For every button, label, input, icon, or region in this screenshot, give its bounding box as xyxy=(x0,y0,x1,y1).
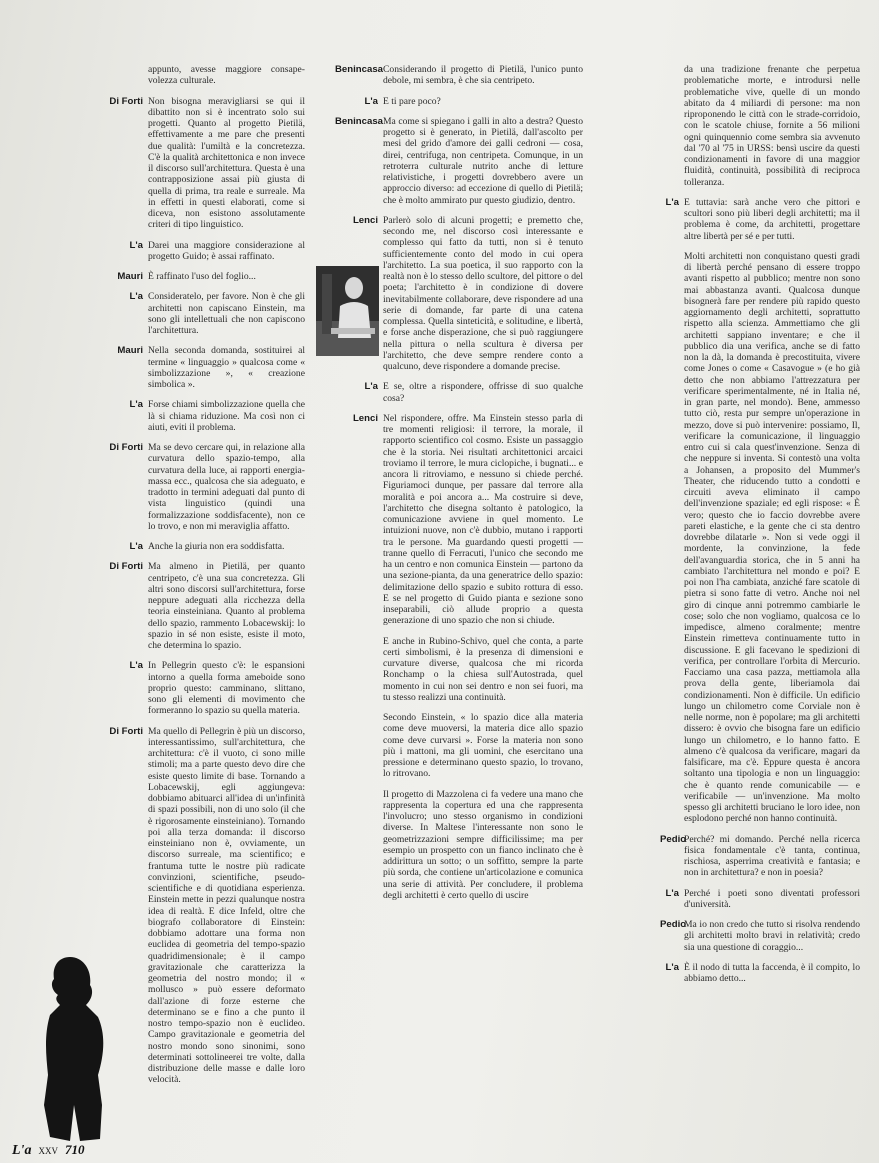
dialogue-turn xyxy=(335,116,583,206)
dialogue-text: Nel rispondere, offre. Ma Einstein stesso parla di tre momenti religiosi: il terrore, la morale, il rapporto scientifico col cosmo. Esiste un passaggio che è la storia. Nei risultati architettonici arcaici troviamo il terrore, le mura ciclopiche, i bugnati... e ancora li ritroviamo, e nessuno si chiede perché. Figuriamoci dunque, per passare dal terrore alla moralità e poi ancora a... Ma costruire si deve, l'architetto che disegna soltanto è patologico, la comunicazione avviene in quel momento. Le intuizioni nuove, non c'è dubbio, mutano i rapporti tra le persone. Ma guardando questi progetti — tranne quello di Ferracuti, l'unico che secondo me ha un centro e non comunica Einstein — partono da una sezione-pianta, da una generatrice dello spazio: delimitazione dello spazio e subito rottura di esso. E se nel progetto di Guido pianta e sezione sono inseparabili, ciò allude proprio a questa generazione di uno spazio che non si chiude. xyxy=(383,412,583,627)
dialogue-turn xyxy=(100,726,305,1086)
dialogue-continuation: Il progetto di Mazzolena ci fa vedere una mano che rappresenta la copertura ed una che rappresenta l'involucro; uno stesso organismo in condizioni diverse. In Maltese l'interessante non sono le geometrizzazioni sempre difficilissime; ma per esempio un prospetto con un fianco inclinato che è addirittura un sotto; o un soffitto, sempre la parte più sorda, che contiene un'articolazione e comunica una serie di attività. Per concludere, il problema degli architetti è certo quello di uscire xyxy=(383,788,583,901)
dialogue-turn xyxy=(660,834,860,879)
dialogue-turn xyxy=(100,541,305,552)
dialogue-text: Parlerò solo di alcuni progetti; e premetto che, secondo me, nel discorso così interessante e complesso qui fatto da tutti, non si è tenuto sufficientemente conto del modo in cui opera l'architetto. La sua poetica, il suo rapporto con la realtà non è lo stesso dello scultore, del pittore o del poeta; l'architetto è in condizione di dovere inevitabilmente collaborare, deve rispondere ad una serie di domande, far parte di una catena complessa. Quella sinteticità, e solitudine, e libertà, e forse anche disperazione, che si può raggiungere nella pittura o nella scultura è diversa per l'architetto, che deve sempre rendere conto a qualcuno, deve rispondere a domande precise. xyxy=(383,214,583,372)
dialogue-text: Non bisogna meravigliarsi se qui il dibattito non si è incentrato solo sui progetti. Quanto al progetto Pietilä, effettivamente a me pare che presenti due qualità: l'umiltà e la concretezza. C'è la qualità architettonica e non invece il discorso sull'architettura. Questa è una contrapposizione assai più giusta di quella di prima, tra reale e surreale. Ma in effetti in questi elaborati, come si diceva, non esistono assolutamente criteri di tipo linguistico. xyxy=(148,95,305,231)
dialogue-text: E se, oltre a rispondere, offrisse di suo qualche cosa? xyxy=(383,381,583,404)
dialogue-text: E ti pare poco? xyxy=(383,95,441,107)
speaker-name: L'a xyxy=(665,961,679,973)
dialogue-text: Perché? mi domando. Perché nella ricerca fisica fondamentale c'è tanta, continua, rischiosa, asperrima creatività e fantasia; e non in architettura? e non in poesia? xyxy=(684,833,860,879)
dialogue-text: Considerando il progetto di Pietilä, l'unico punto debole, mi sembra, è che sia centripeto. xyxy=(383,64,583,87)
dialogue-turn xyxy=(335,381,583,404)
speaker-name: Benincasa xyxy=(335,64,383,75)
column-right xyxy=(660,64,860,993)
dialogue-text: E tuttavia: sarà anche vero che pittori e scultori sono più liberi degli architetti; ma il problema è come, da architetti, progettare altre libertà per sé e per tutti. xyxy=(684,196,860,242)
dialogue-text: È raffinato l'uso del foglio... xyxy=(148,271,256,282)
speaker-name: Pedio xyxy=(660,833,687,845)
dialogue-text: Ma almeno in Pietilä, per quanto centripeto, c'è una sua concretezza. Gli altri sono discorsi sull'architettura, forse neppure adeguati alla ricchezza della teoria einsteiniana. Quanto al problema dello spazio, rammento Lobacewskij: lo spazio in sé non esiste, esiste il moto, che determina lo spazio. xyxy=(148,561,305,651)
dialogue-turn xyxy=(660,919,860,953)
speaker-name: Pedio xyxy=(660,919,687,930)
speaker-name: Di Forti xyxy=(109,561,143,573)
dialogue-turn xyxy=(335,215,583,373)
dialogue-turn xyxy=(100,660,305,716)
speaker-name: L'a xyxy=(364,381,378,393)
dialogue-turn xyxy=(100,561,305,651)
speaker-name: L'a xyxy=(129,541,143,552)
dialogue-continuation: Secondo Einstein, « lo spazio dice alla materia come deve muoversi, la materia dice allo spazio come deve curvarsi ». Forse la materia non sono più i mattoni, ma gli uomini, che esercitano una pressione e determinano questo spazio, lo trovano, lo ritrovano. xyxy=(383,712,583,780)
dialogue-text: Ma quello di Pellegrin è più un discorso, interessantissimo, sull'architettura, che architettura: c'è il vuoto, ci sono mille stimoli; ma a parte questo devo dire che esiste questo limite di base. Tornando a Lobacewskij, egli aggiungeva: dobbiamo abituarci all'idea di un'infinità di spazi possibili, non di uno solo (il che è rigorosamente einsteiniano). Tornando poi alla terza domanda: il discorso einsteiniano non è, ovviamente, un discorso surreale, ma scientifico; e frantuma tutte le nostre più radicate convinzioni, scientifiche, pseudo-scientifiche e di quotidiana esperienza. Einstein mette in pezzi qualunque nostra idea di realtà. E dice Infeld, oltre che biografo collaboratore di Einstein: dobbiamo adottare una forma non euclidea di geometria del tempo-spazio quadridimensionale; è il campo gravitazionale che caratterizza la geometria del nostro mondo; il « mollusco » può essere deformato dall'azione di forze esterne che determinano se e fino a che punto il nostro tempo-spazio non è euclideo. Campo gravitazionale e geometria del nostro mondo sono sinonimi, sono determinati sottolineerei tre volte, dalla distribuzione delle masse e dalle loro velocità. xyxy=(148,725,305,1086)
dialogue-text: Forse chiami simbolizzazione quella che là si chiama riduzione. Ma così non ci aiuti, eviti il problema. xyxy=(148,399,305,433)
dialogue-turn xyxy=(100,240,305,263)
dialogue-turn xyxy=(100,291,305,336)
dialogue-turn xyxy=(335,413,583,627)
speaker-name: Lenci xyxy=(352,412,378,424)
column-left xyxy=(100,64,305,1095)
dialogue-text: Nella seconda domanda, sostituirei al termine « linguaggio » qualcosa come « simbolizzazione », « creazione simbolica ». xyxy=(148,345,305,390)
dialogue-turn xyxy=(660,888,860,911)
dialogue-text: Anche la giuria non era soddisfatta. xyxy=(148,541,285,552)
dialogue-text: Darei una maggiore considerazione al progetto Guido; è assai raffinato. xyxy=(148,239,305,262)
speaker-name: L'a xyxy=(129,239,143,251)
dialogue-turn xyxy=(660,962,860,985)
silhouette-figure xyxy=(40,955,110,1145)
speaker-name: L'a xyxy=(129,660,143,672)
speaker-name: L'a xyxy=(665,196,679,208)
speaker-name: Di Forti xyxy=(109,442,143,453)
speaker-name: Lenci xyxy=(352,214,378,226)
dialogue-continuation: E anche in Rubino-Schivo, quel che conta, a parte certi simbolismi, è la presenza di dimensioni e curvature diverse, qualcosa che mi ricorda Ronchamp o la chiesa sull'Autostrada, quel momento in cui non sei dentro e non sei fuori, ma tu stesso realizzi una continuità. xyxy=(383,635,583,703)
dialogue-continuation: Molti architetti non conquistano questi gradi di libertà perché pensano di essere troppo avanti rispetto al pubblico; mentre non sono mai abbastanza avanti. Qualcosa dunque bisognerà fare per rendere più rapido questo aggiornamento degli architetti, soprattutto rispetto alla scienza. Ammettiamo che gli architetti sappiano inventare; e che il pubblico dia una verifica, anche se di fatto non la dà, la domanda è precostituita, vivere come Jones o come « Casavogue » (e ho già detto che non abbiamo l'attrezzatura per verificare sperimentalmente, né in Italia né, in gran parte, nel mondo). Bene, ammesso tutto ciò, resta pur sempre un'operazione in mezzo, dove si può intervenire: possiamo, Il, verificare la comunicazione, il linguaggio entro cui si cala quest'invenzione. Senza di che neppure si inventa. Si contestò una volta a Johansen, a proposito del Mummer's Theater, che riducendo tutto a condotti e circuiti aveva eliminato il campo dell'invenzione spaziale; ed egli rispose: « È vero; questo che io faccio dovrebbe avere pareti elastiche, e la gente che ci sta dentro dovrebbe dilatarle ». Non si vede oggi il mordente, la convinzione, la fede dell'avanguardia storica, che in 5 anni ha cambiato l'architettura nel mondo e poi? E poi non l'ha cambiata, anziché fare scatole di pietra si sono fatte di vetro. Anche noi nel giro di cinque anni potremmo cambiarle le cose; solo che non vogliamo, qualcosa ce lo impedisce, almeno coralmente; mentre Einstein rimetteva continuamente tutto in discussione. E gli facevano le spedizioni di verifica, per controllare l'orbita di Mercurio. Facciamo una casa pazza, mettiamola alla prova della gente, liberiamola dai condizionamenti. Non è difficile. Un edificio lungo un chilometro come Corviale non è nelle norme, non è popolare; ma gli architetti dissero: è ovvio che bisogna fare un edificio lungo un chilometro, e lo hanno fatto. E almeno c'è qualcosa da verificare, magari da falsificare, ma c'è. Eppure questa è ancora soltanto una tipologia e non un linguaggio: che è quanto rende comunicabile — e verificabile — un'invenzione. Ma molto spesso gli architetti bruciano le loro idee, non esplodono perché non hanno continuità. xyxy=(684,250,860,825)
dialogue-text: Ma se devo cercare qui, in relazione alla curvatura dello spazio-tempo, alla curvatura della luce, ai rapporti energia-massa ecc., qualcosa che sia adeguato, e tradotto in termini adeguati dal punto di vista linguistico (quindi una formalizzazione soddisfacente), non ce lo trovo, e non mi meraviglia affatto. xyxy=(148,442,305,532)
dialogue-text: Ma io non credo che tutto si risolva rendendo gli architetti molto bravi in relatività; credo sia una questione di coraggio... xyxy=(684,919,860,953)
speaker-name: Di Forti xyxy=(109,725,143,737)
speaker-name: Benincasa xyxy=(335,115,383,127)
speaker-name: L'a xyxy=(665,887,679,899)
dialogue-turn xyxy=(335,96,583,107)
speaker-name: Di Forti xyxy=(109,95,143,107)
footer-volume: XXV xyxy=(38,1146,58,1156)
speaker-name: L'a xyxy=(129,399,143,411)
column-middle xyxy=(335,64,583,910)
dialogue-turn xyxy=(100,271,305,282)
dialogue-text: È il nodo di tutta la faccenda, è il compito, lo abbiamo detto... xyxy=(684,961,860,984)
dialogue-text: Consideratelo, per favore. Non è che gli architetti non capiscano Einstein, ma sono gli intellettuali che non capiscono l'architettura. xyxy=(148,291,305,336)
footer-magazine: L'a xyxy=(12,1143,32,1158)
dialogue-turn xyxy=(660,197,860,242)
page-footer xyxy=(12,1142,84,1159)
speaker-name: L'a xyxy=(364,95,378,107)
dialogue-turn xyxy=(100,399,305,433)
dialogue-continuation: appunto, avesse maggiore consape-volezza culturale. xyxy=(148,64,305,87)
dialogue-continuation: da una tradizione frenante che perpetua problematiche morte, e introdursi nelle problematiche vive, quelle di un mondo abitato da 4 miliardi di persone: ma non riproponendo le città con le strade-corridoio, con le scatole chiuse, fornite a 56 milioni ogni quinquennio come sembra sia avvenuto dal '70 al '75 in URSS: bensì uscire da questi condizionamenti in favore di una maggior fluidità, continuità, possibilità di reciproca tolleranza. xyxy=(684,64,860,188)
speaker-name: L'a xyxy=(129,291,143,303)
dialogue-text: Perché i poeti sono diventati professori d'università. xyxy=(684,887,860,910)
speaker-name: Mauri xyxy=(117,271,143,282)
dialogue-turn xyxy=(100,96,305,231)
dialogue-text: In Pellegrin questo c'è: le espansioni intorno a quella forma ameboide sono proprio questo: camminano, slittano, sono gli elementi di movimento che formeranno lo spazio su quella materia. xyxy=(148,660,305,717)
dialogue-turn xyxy=(335,64,583,87)
dialogue-turn xyxy=(100,345,305,390)
dialogue-turn xyxy=(100,442,305,532)
dialogue-text: Ma come si spiegano i galli in alto a destra? Questo progetto si è generato, in Pietilä, dall'ascolto per mesi del grido d'amore dei galli cedroni — cosa, direi, centrifuga, non centripeta. Comunque, in un retroterra culturale nutrito anche di letture relativistiche, i progetti dovrebbero avere un approccio diverso: ad eccezione di quello di Pietilä; che è molto ammirato pur questo giudizio, dentro. xyxy=(383,115,583,206)
footer-page-number: 710 xyxy=(64,1142,85,1157)
speaker-name: Mauri xyxy=(117,345,143,357)
